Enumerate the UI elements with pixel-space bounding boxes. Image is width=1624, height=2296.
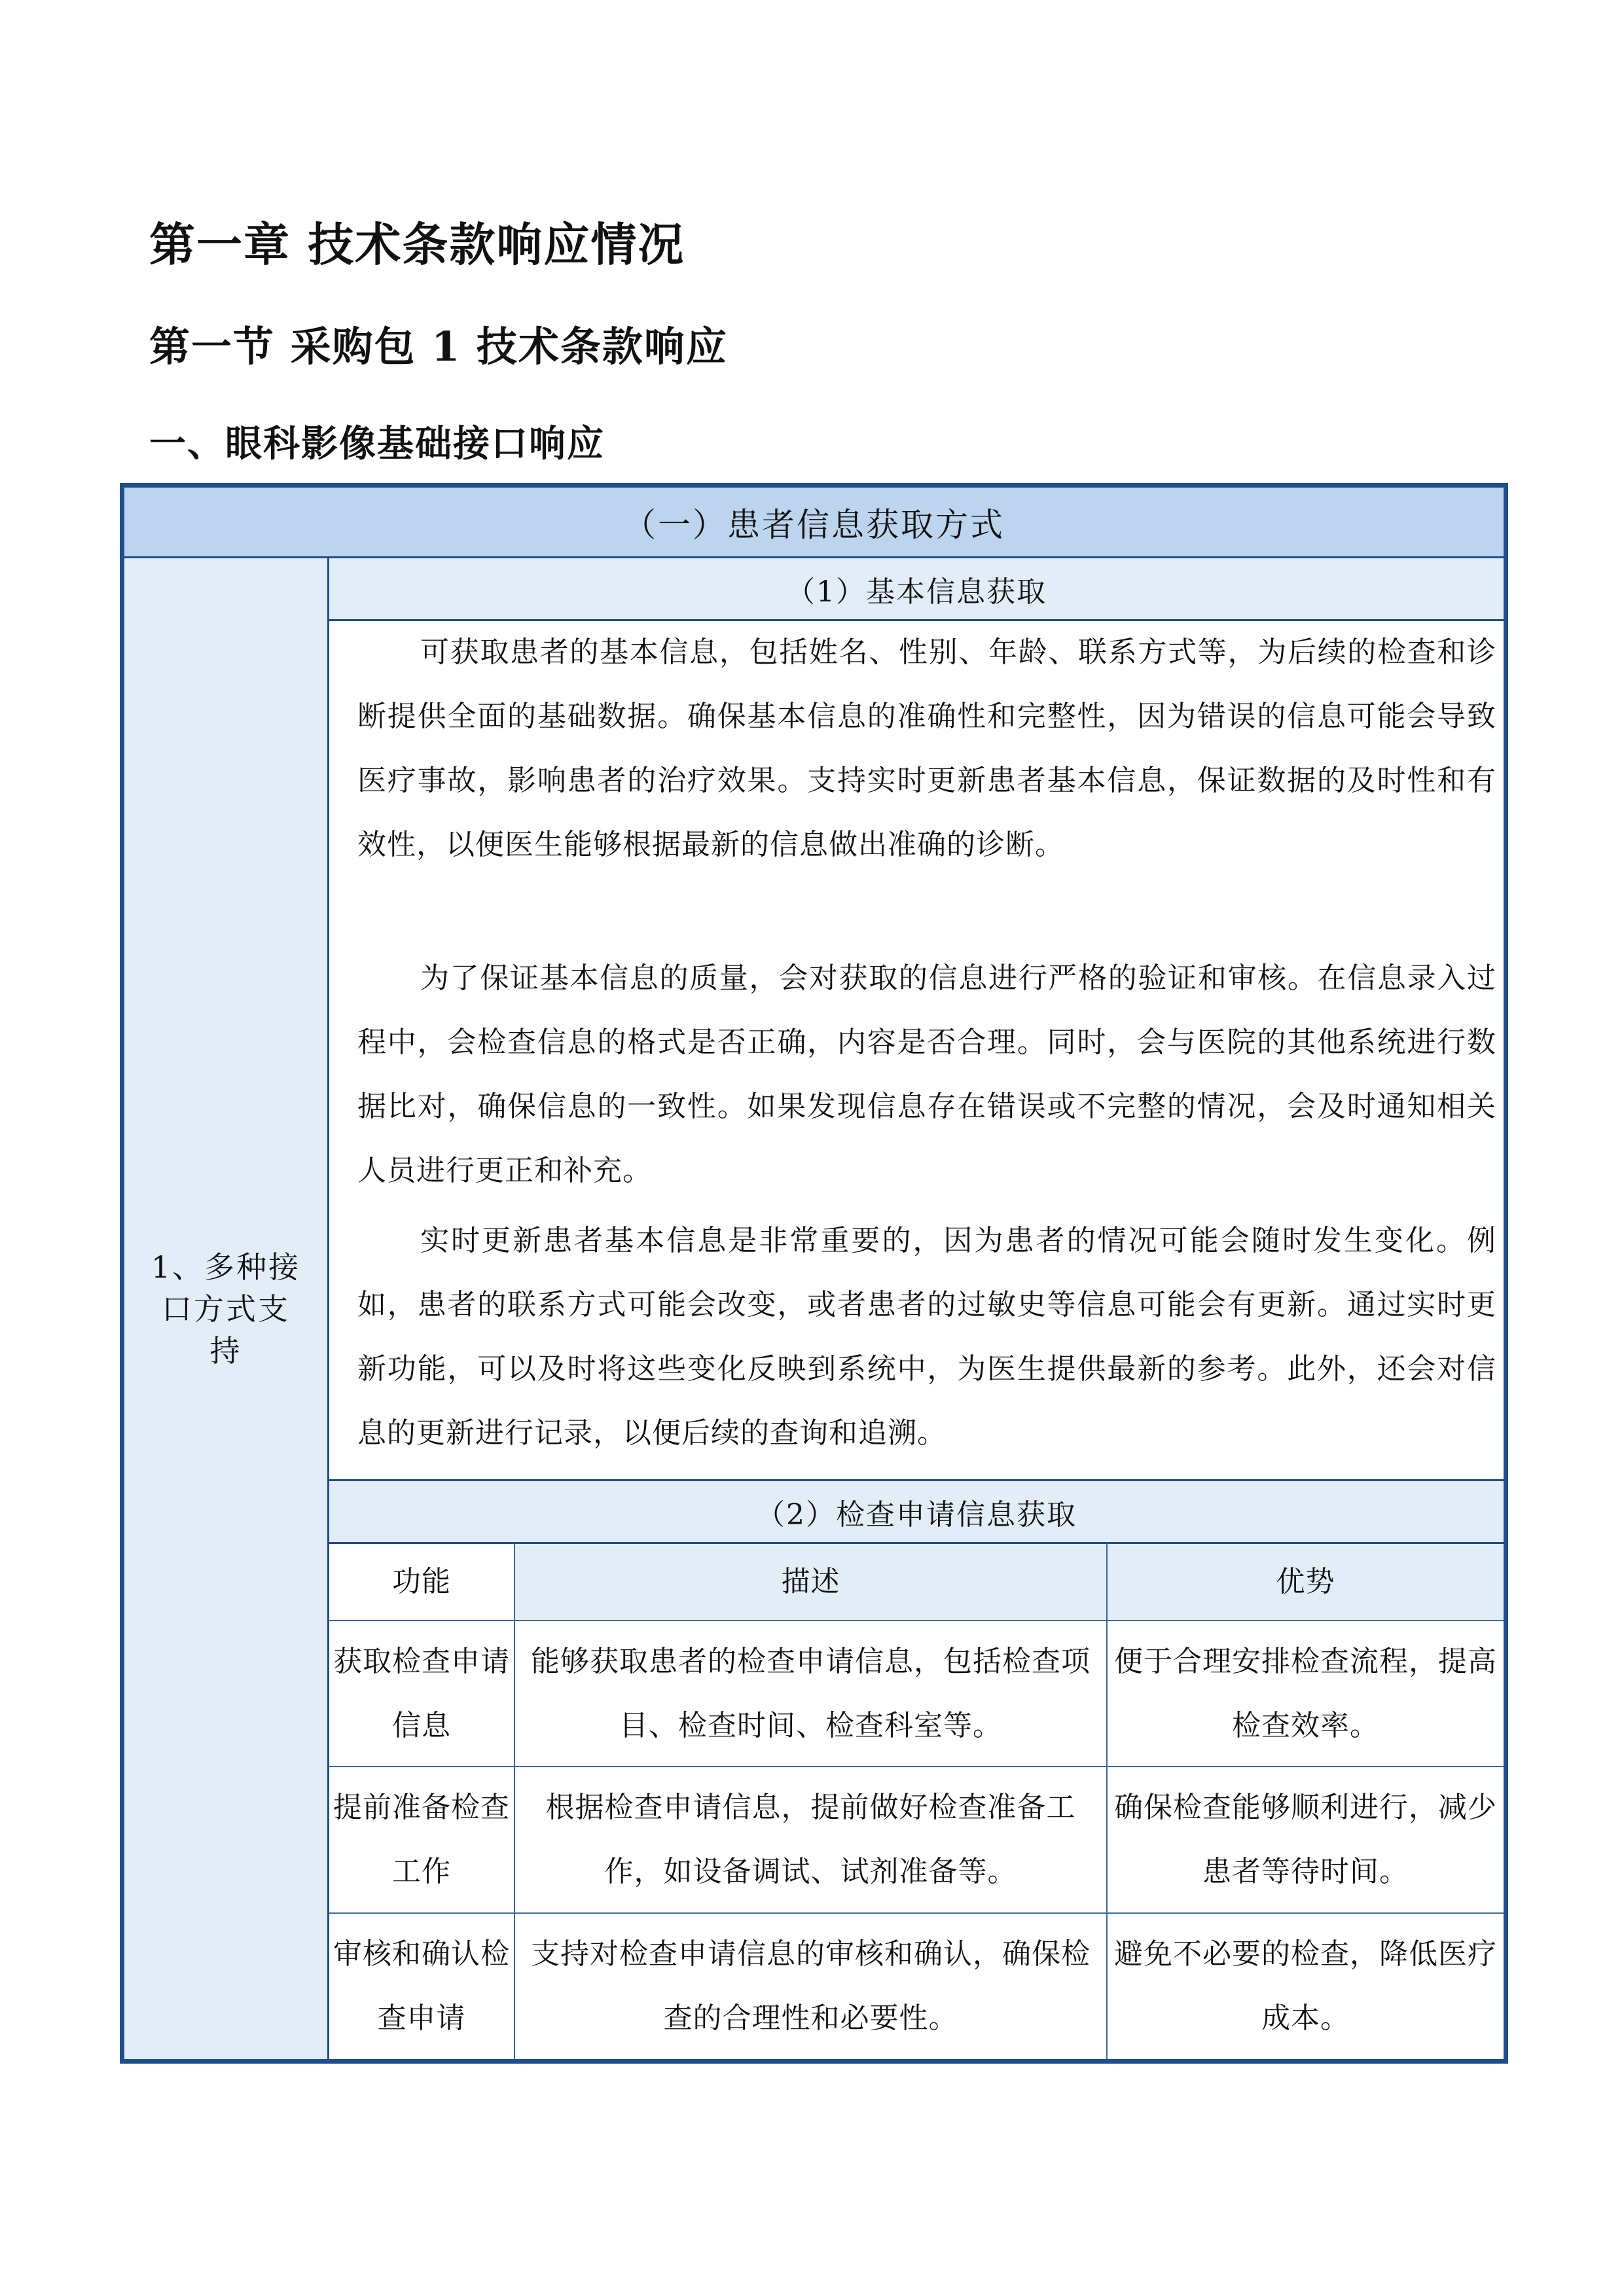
column-header-description: 描述 xyxy=(781,1564,840,1598)
left-label: 1、多种接口方式支持 xyxy=(151,1249,301,1369)
paragraph: 实时更新患者基本信息是非常重要的，因为患者的情况可能会随时发生变化。例如，患者的联系方式可能会改变，或者患者的过敏史等信息可能会有更新。通过实时更新功能，可以及时将这些变化反映到系统中，为医生提供最新的参考。此外，还会对信息的更新进行记录，以便后续的查询和追溯。 xyxy=(357,1224,1496,1450)
table-cell: 避免不必要的检查，降低医疗成本。 xyxy=(1114,1937,1497,2035)
part2-title: （2）检查申请信息获取 xyxy=(756,1498,1077,1532)
table-cell: 支持对检查申请信息的审核和确认，确保检查的合理性和必要性。 xyxy=(531,1937,1091,2035)
part1-title: （1）基本信息获取 xyxy=(786,575,1047,609)
section-title: 第一节 采购包 1 技术条款响应 xyxy=(149,323,728,370)
table-cell: 审核和确认检查申请 xyxy=(333,1937,510,2035)
subsection-title: 一、眼科影像基础接口响应 xyxy=(149,422,605,465)
table-cell: 获取检查申请信息 xyxy=(333,1644,510,1742)
table-cell: 提前准备检查工作 xyxy=(333,1791,510,1888)
table-header: （一）患者信息获取方式 xyxy=(623,505,1005,544)
table-cell: 便于合理安排检查流程，提高检查效率。 xyxy=(1114,1644,1497,1742)
chapter-title: 第一章 技术条款响应情况 xyxy=(149,217,685,272)
column-header-advantage: 优势 xyxy=(1276,1564,1335,1598)
table-cell: 根据检查申请信息，提前做好检查准备工作，如设备调试、试剂准备等。 xyxy=(545,1791,1076,1888)
table-cell: 确保检查能够顺利进行，减少患者等待时间。 xyxy=(1114,1791,1497,1888)
paragraph: 可获取患者的基本信息，包括姓名、性别、年龄、联系方式等，为后续的检查和诊断提供全面的基础数据。确保基本信息的准确性和完整性，因为错误的信息可能会导致医疗事故，影响患者的治疗效果。支持实时更新患者基本信息，保证数据的及时性和有效性，以便医生能够根据最新的信息做出准确的诊断。 xyxy=(357,636,1496,861)
column-header-function: 功能 xyxy=(392,1564,451,1598)
table-cell: 能够获取患者的检查申请信息，包括检查项目、检查时间、检查科室等。 xyxy=(531,1644,1091,1742)
paragraph: 为了保证基本信息的质量，会对获取的信息进行严格的验证和审核。在信息录入过程中，会检查信息的格式是否正确，内容是否合理。同时，会与医院的其他系统进行数据比对，确保信息的一致性。如果发现信息存在错误或不完整的情况，会及时通知相关人员进行更正和补充。 xyxy=(357,961,1496,1187)
